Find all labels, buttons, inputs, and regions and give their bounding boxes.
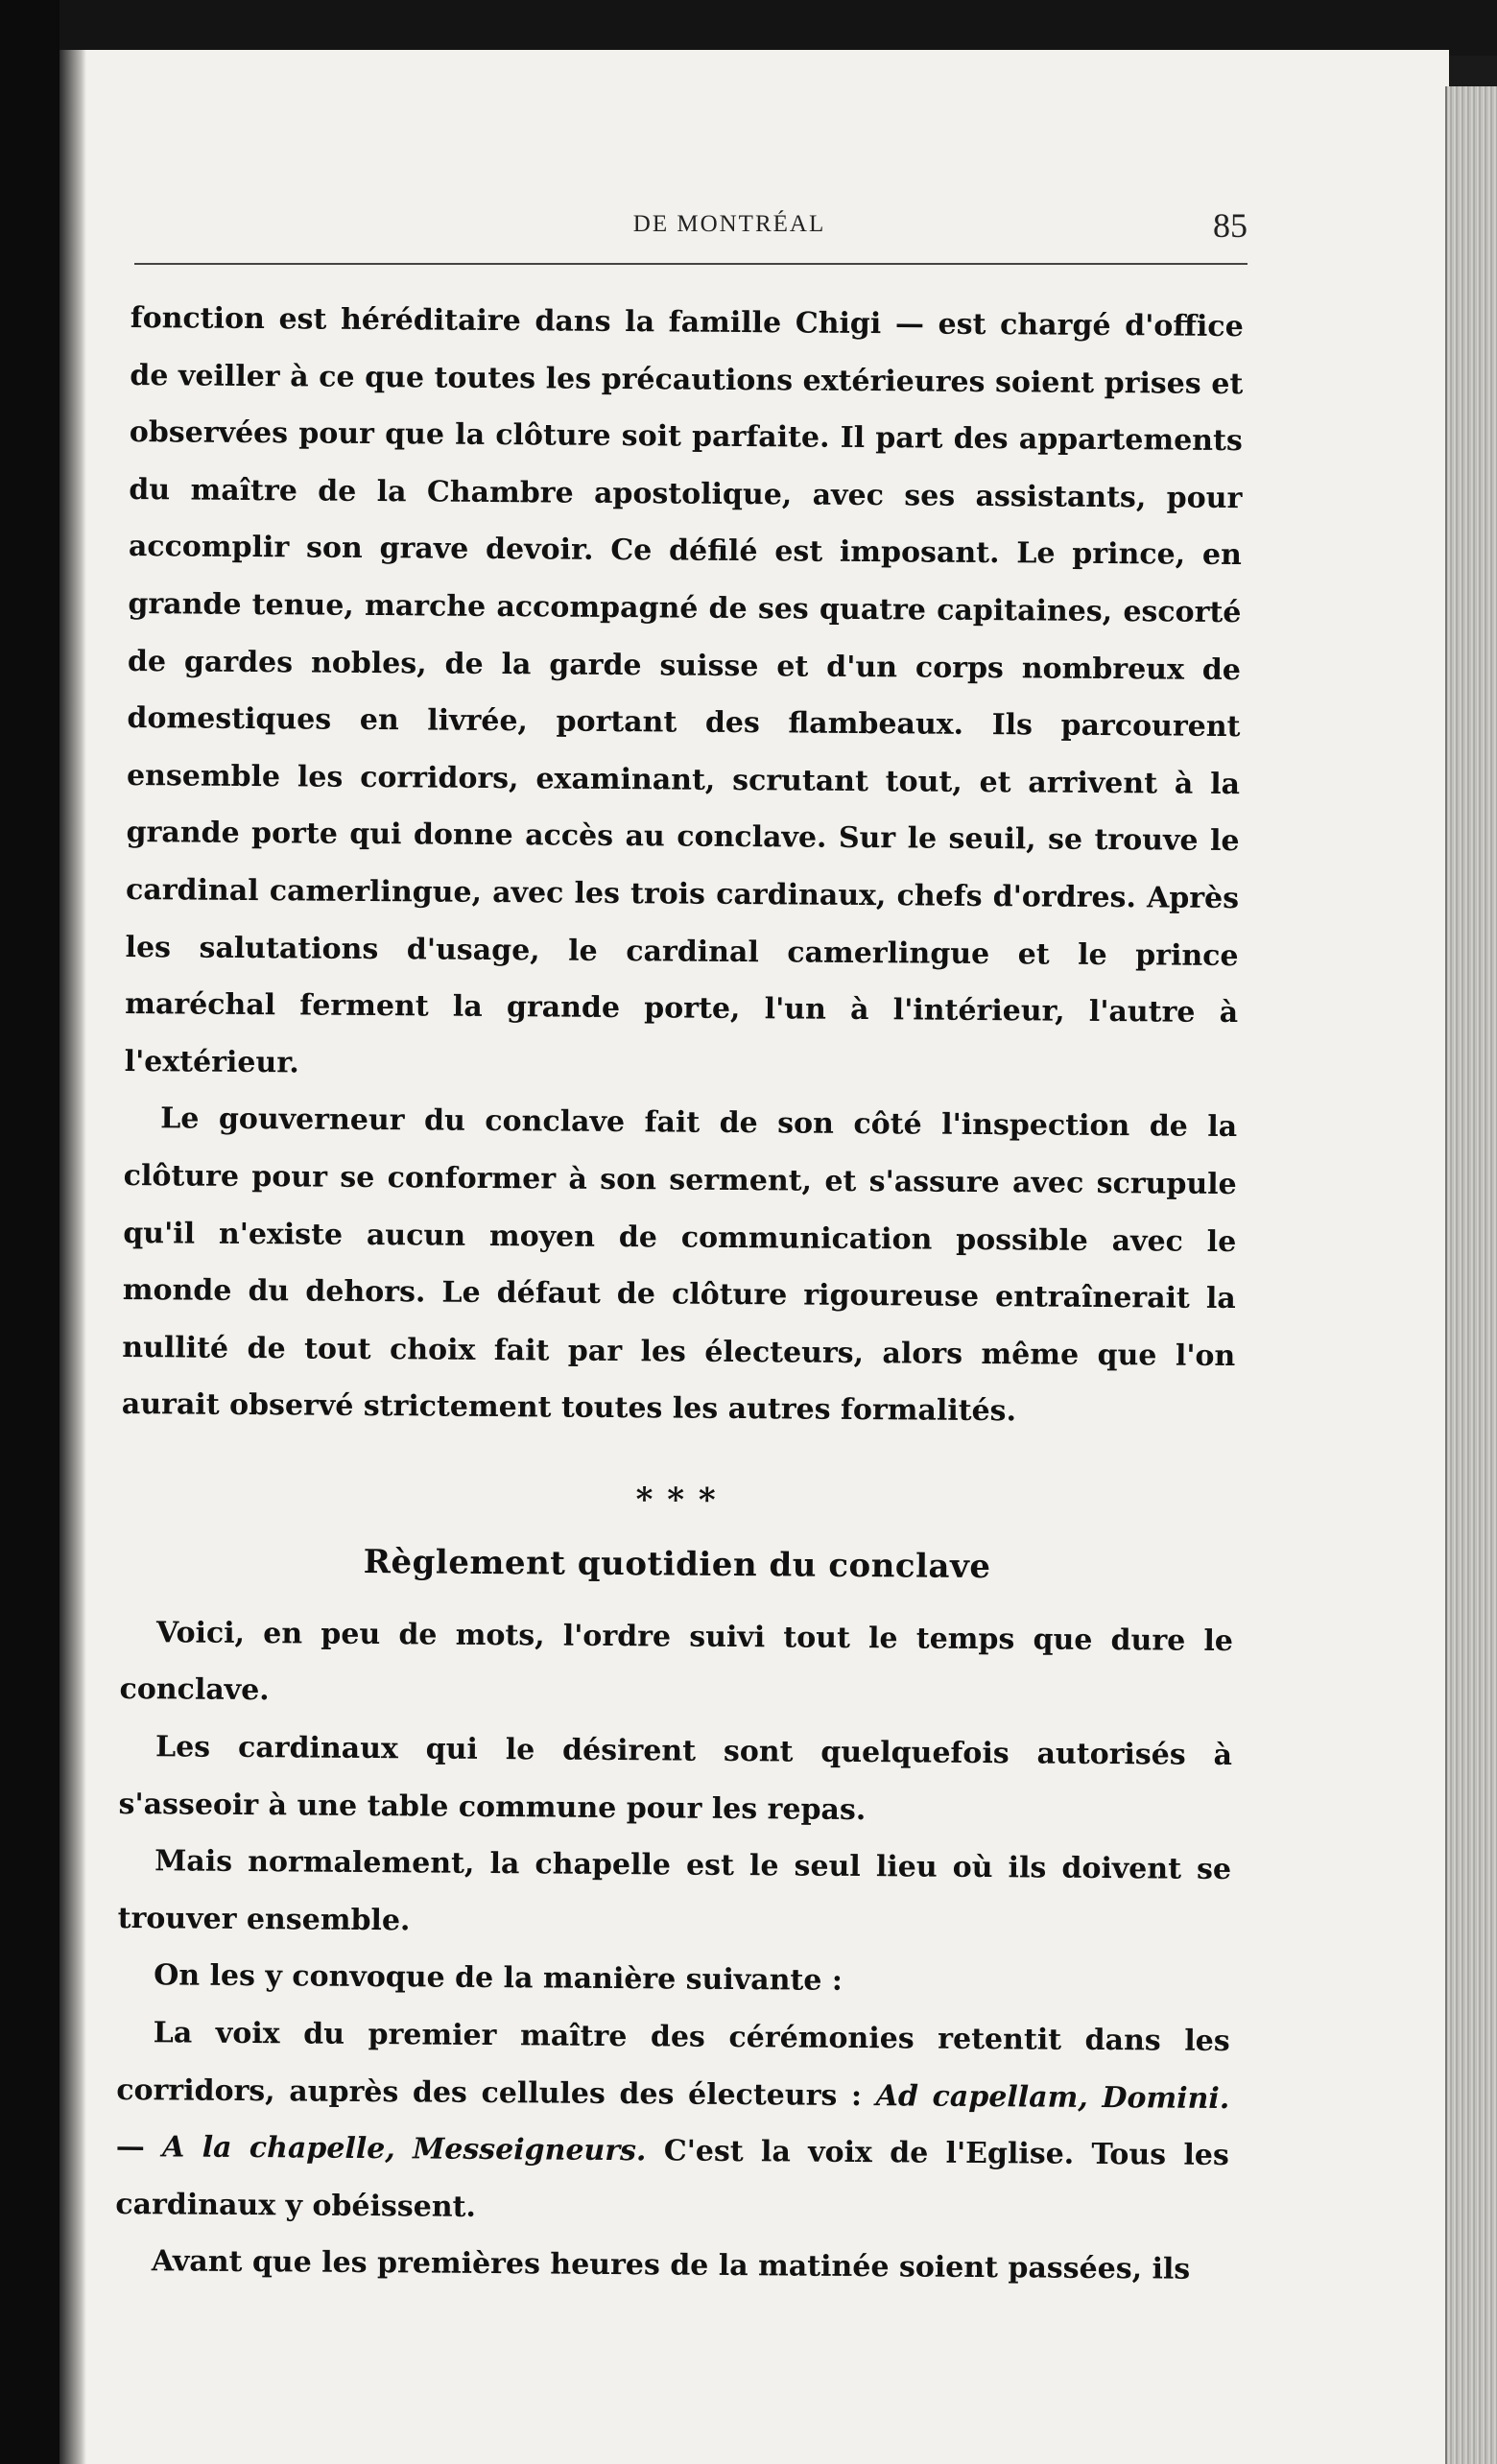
body-text [115, 290, 1244, 2299]
paragraph: Voici, en peu de mots, l'ordre suivi tout le temps que dure le conclave. [119, 1616, 1234, 1708]
asterism: * * * [635, 1481, 720, 1520]
page-edges [1445, 86, 1497, 2464]
book-spine [0, 0, 59, 2464]
running-title: DE MONTRÉAL [632, 211, 826, 237]
latin-quote: Ad capellam, Domini. [875, 2078, 1230, 2116]
paragraph-text: C'est la voix de l'Eglise. Tous les cardinaux y obéissent. [115, 2134, 1229, 2224]
scan-background [0, 0, 1497, 56]
header-rule [134, 263, 1248, 265]
page-number: 85 [1213, 206, 1248, 245]
paragraph: Les cardinaux qui le désirent sont quelquefois autorisés à s'asseoir à une table commune pour les repas. [118, 1730, 1233, 1827]
section-title: Règlement quotidien du conclave [363, 1542, 991, 1586]
paragraph: Avant que les premières heures de la matinée soient passées, ils [151, 2244, 1191, 2287]
binding-shadow [59, 50, 86, 2464]
french-quote: A la chapelle, Messeigneurs. [161, 2130, 647, 2168]
paragraph: Mais normalement, la chapelle est le seul lieu où ils doivent se trouver ensemble. [117, 1844, 1232, 1938]
paragraph [115, 2004, 1230, 2241]
running-head [134, 201, 1248, 259]
paragraph: fonction est héréditaire dans la famille Chigi — est chargé d'office de veiller à ce que toutes les précautions extérieures soient prises et observées pour que la clôture soit parfaite. Il part des appartements du maître de la Chambre apostolique, avec ses assistants, pour accomplir son grave devoir. Ce défilé est imposant. Le prince, en grande tenue, marche accompagné de ses quatre capitaines, escorté de gardes nobles, de la garde suisse et d'un corps nombreux de domestiques en livrée, portant des flambeaux. Ils parcourent ensemble les corridors, examinant, scrutant tout, et arrivent à la grande porte qui donne accès au conclave. Sur le seuil, se trouve le cardinal camerlingue, avec les trois cardinaux, chefs d'ordres. Après les salutations d'usage, le cardinal camerlingue et le prince maréchal ferment la grande porte, l'un à l'intérieur, l'autre à l'extérieur. [124, 300, 1244, 1080]
dash: — [115, 2130, 163, 2165]
paragraph-text: La voix du premier maître des cérémonies retentit dans les corridors, auprès des cellules des électeurs : [116, 2016, 1230, 2113]
paragraph: On les y convoque de la manière suivante : [154, 1958, 844, 1999]
paragraph: Le gouverneur du conclave fait de son côté l'inspection de la clôture pour se conformer à son serment, et s'assure avec scrupule qu'il n'existe aucun moyen de communication possible avec le monde du dehors. Le défaut de clôture rigoureuse entraînerait la nullité de tout choix fait par les électeurs, alors même que l'on aurait observé strictement toutes les autres formalités. [121, 1102, 1238, 1429]
